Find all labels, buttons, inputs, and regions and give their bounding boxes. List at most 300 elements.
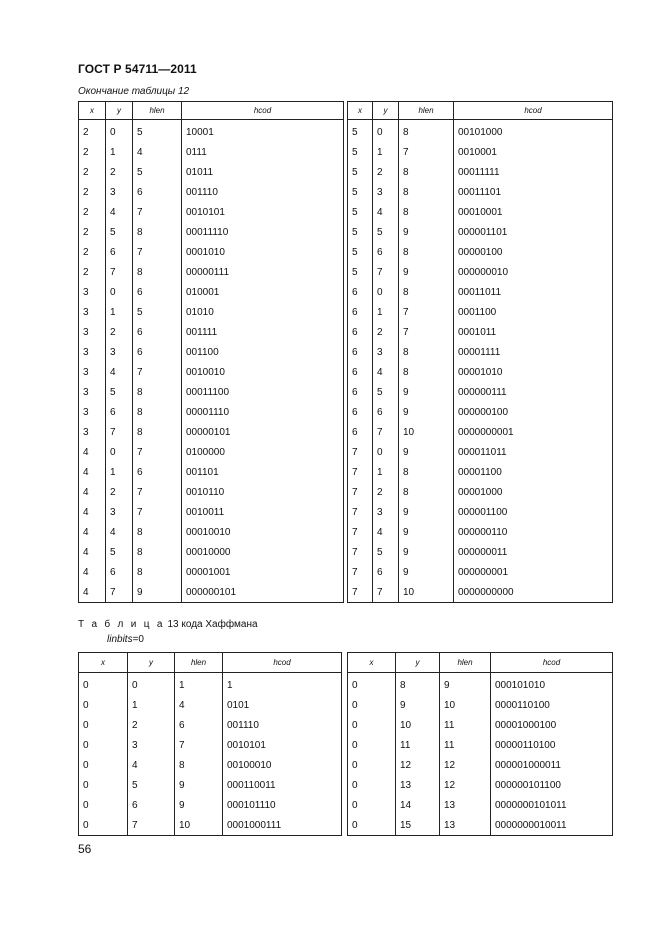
cell-hlen: 8: [399, 282, 454, 302]
cell-hlen: 8: [399, 182, 454, 202]
cell-hcod: 0100000: [182, 442, 344, 462]
cell-x: 0: [79, 715, 128, 735]
cell-hlen: 9: [399, 222, 454, 242]
table-row: [348, 242, 613, 262]
cell-hcod: 00001111: [454, 342, 613, 362]
page-header: ГОСТ Р 54711—2011: [78, 62, 197, 76]
table-row: [348, 222, 613, 242]
cell-y: 5: [106, 382, 133, 402]
table-row: [79, 442, 344, 462]
cell-x: 0: [79, 775, 128, 795]
cell-hlen: 9: [175, 795, 223, 815]
table-row: [79, 735, 342, 755]
table-row: [79, 182, 344, 202]
cell-hcod: 00011100: [182, 382, 344, 402]
cell-y: 6: [106, 562, 133, 582]
cell-y: 1: [128, 695, 175, 715]
cell-y: 3: [106, 502, 133, 522]
cell-hcod: 00000101: [182, 422, 344, 442]
cell-hcod: 00011101: [454, 182, 613, 202]
table-row: [348, 522, 613, 542]
table-row: [79, 402, 344, 422]
cell-x: 6: [348, 422, 373, 442]
cell-hlen: 8: [399, 362, 454, 382]
cell-y: 0: [106, 442, 133, 462]
cell-x: 6: [348, 282, 373, 302]
cell-x: 5: [348, 222, 373, 242]
cell-x: 0: [348, 815, 396, 836]
cell-y: 15: [396, 815, 440, 836]
cell-x: 3: [79, 422, 106, 442]
cell-x: 5: [348, 242, 373, 262]
cell-hcod: 0000000010011: [491, 815, 613, 836]
cell-hcod: 00001001: [182, 562, 344, 582]
cell-y: 1: [373, 462, 399, 482]
cell-hcod: 0000000101011: [491, 795, 613, 815]
cell-x: 6: [348, 402, 373, 422]
table-row: [348, 673, 613, 696]
table13-right: [347, 652, 613, 836]
cell-hlen: 8: [133, 222, 182, 242]
cell-hcod: 000101110: [223, 795, 342, 815]
table-row: [348, 755, 613, 775]
cell-y: 6: [373, 562, 399, 582]
cell-hcod: 00000111: [182, 262, 344, 282]
column-header-hlen: hlen: [399, 102, 454, 120]
cell-y: 4: [128, 755, 175, 775]
cell-hlen: 8: [133, 542, 182, 562]
cell-y: 4: [106, 522, 133, 542]
cell-hcod: 001111: [182, 322, 344, 342]
table12-left: [78, 101, 344, 603]
cell-y: 13: [396, 775, 440, 795]
cell-hlen: 5: [133, 302, 182, 322]
table-row: [348, 120, 613, 143]
table-row: [79, 222, 344, 242]
cell-y: 6: [106, 402, 133, 422]
cell-hlen: 10: [399, 422, 454, 442]
cell-hlen: 9: [175, 775, 223, 795]
table-row: [348, 582, 613, 603]
cell-hlen: 13: [440, 795, 491, 815]
cell-hcod: 0010001: [454, 142, 613, 162]
table-row: [79, 775, 342, 795]
cell-hlen: 6: [133, 322, 182, 342]
cell-hlen: 7: [133, 202, 182, 222]
cell-y: 2: [106, 322, 133, 342]
table-row: [348, 322, 613, 342]
cell-hcod: 0001010: [182, 242, 344, 262]
cell-y: 5: [373, 542, 399, 562]
cell-hlen: 8: [399, 162, 454, 182]
cell-x: 5: [348, 262, 373, 282]
cell-x: 2: [79, 222, 106, 242]
table-row: [79, 262, 344, 282]
cell-x: 3: [79, 302, 106, 322]
cell-y: 6: [106, 242, 133, 262]
cell-hlen: 6: [133, 462, 182, 482]
cell-hlen: 7: [133, 482, 182, 502]
column-header-hcod: hcod: [454, 102, 613, 120]
cell-y: 0: [373, 442, 399, 462]
cell-hcod: 10001: [182, 120, 344, 143]
cell-y: 2: [106, 482, 133, 502]
table-row: [348, 382, 613, 402]
table-row: [79, 542, 344, 562]
cell-x: 5: [348, 182, 373, 202]
cell-y: 2: [373, 322, 399, 342]
cell-hcod: 0101: [223, 695, 342, 715]
cell-hcod: 000000100: [454, 402, 613, 422]
table-row: [348, 182, 613, 202]
cell-hlen: 13: [440, 815, 491, 836]
cell-y: 7: [106, 262, 133, 282]
cell-hlen: 11: [440, 735, 491, 755]
cell-hcod: 010001: [182, 282, 344, 302]
cell-hcod: 001100: [182, 342, 344, 362]
table-row: [348, 362, 613, 382]
cell-hcod: 00100010: [223, 755, 342, 775]
cell-x: 0: [79, 735, 128, 755]
table-row: [79, 362, 344, 382]
cell-x: 7: [348, 542, 373, 562]
cell-y: 8: [396, 673, 440, 696]
cell-x: 7: [348, 442, 373, 462]
cell-y: 7: [106, 582, 133, 603]
cell-y: 3: [373, 502, 399, 522]
table-row: [348, 142, 613, 162]
table-row: [79, 582, 344, 603]
cell-y: 7: [373, 262, 399, 282]
cell-hcod: 000000110: [454, 522, 613, 542]
cell-y: 6: [373, 402, 399, 422]
cell-hlen: 8: [399, 462, 454, 482]
table-row: [348, 402, 613, 422]
cell-hcod: 00001000100: [491, 715, 613, 735]
cell-hcod: 000101010: [491, 673, 613, 696]
cell-y: 0: [106, 282, 133, 302]
cell-y: 1: [106, 142, 133, 162]
cell-hlen: 7: [133, 502, 182, 522]
cell-y: 4: [106, 362, 133, 382]
cell-x: 0: [348, 755, 396, 775]
cell-x: 6: [348, 322, 373, 342]
cell-hlen: 9: [399, 542, 454, 562]
cell-hlen: 1: [175, 673, 223, 696]
table-row: [348, 482, 613, 502]
table-row: [79, 795, 342, 815]
cell-y: 4: [373, 522, 399, 542]
table-row: [79, 242, 344, 262]
cell-hlen: 8: [133, 422, 182, 442]
cell-x: 0: [348, 695, 396, 715]
cell-y: 6: [373, 242, 399, 262]
cell-hlen: 6: [175, 715, 223, 735]
table-row: [348, 342, 613, 362]
cell-hlen: 8: [133, 562, 182, 582]
cell-hlen: 9: [399, 382, 454, 402]
cell-x: 4: [79, 542, 106, 562]
table-row: [348, 715, 613, 735]
table-row: [79, 715, 342, 735]
cell-hlen: 8: [133, 522, 182, 542]
table-row: [79, 322, 344, 342]
cell-y: 2: [106, 162, 133, 182]
cell-hcod: 000000001: [454, 562, 613, 582]
cell-hlen: 5: [133, 162, 182, 182]
cell-x: 0: [79, 815, 128, 836]
table-row: [348, 795, 613, 815]
cell-y: 3: [373, 182, 399, 202]
cell-x: 2: [79, 182, 106, 202]
page-number: 56: [78, 842, 92, 856]
table-row: [79, 815, 342, 836]
cell-y: 3: [373, 342, 399, 362]
table-row: [79, 382, 344, 402]
cell-hlen: 7: [399, 322, 454, 342]
table-row: [79, 522, 344, 542]
column-header-y: y: [128, 653, 175, 673]
table-row: [348, 162, 613, 182]
cell-hlen: 6: [133, 342, 182, 362]
column-header-hlen: hlen: [133, 102, 182, 120]
cell-hcod: 000000101: [182, 582, 344, 603]
cell-hlen: 6: [133, 282, 182, 302]
cell-y: 4: [373, 202, 399, 222]
cell-x: 4: [79, 482, 106, 502]
header-row: [79, 653, 342, 673]
cell-hcod: 00000100: [454, 242, 613, 262]
cell-y: 1: [373, 142, 399, 162]
cell-x: 0: [348, 715, 396, 735]
cell-y: 1: [373, 302, 399, 322]
cell-hcod: 00101000: [454, 120, 613, 143]
table-row: [79, 502, 344, 522]
table-row: [79, 202, 344, 222]
cell-x: 3: [79, 382, 106, 402]
cell-hcod: 0010011: [182, 502, 344, 522]
cell-hcod: 0010101: [223, 735, 342, 755]
cell-hcod: 001101: [182, 462, 344, 482]
table12-right: [347, 101, 613, 603]
linbits-note: [107, 634, 144, 645]
cell-hcod: 1: [223, 673, 342, 696]
cell-hlen: 11: [440, 715, 491, 735]
cell-x: 3: [79, 282, 106, 302]
table-row: [79, 755, 342, 775]
linbits-label: linbits: [107, 634, 133, 645]
table-row: [79, 673, 342, 696]
header-row: [348, 653, 613, 673]
table-row: [348, 442, 613, 462]
cell-hcod: 000011011: [454, 442, 613, 462]
cell-hlen: 6: [133, 182, 182, 202]
cell-y: 7: [128, 815, 175, 836]
table13-left: [78, 652, 342, 836]
linbits-value: =0: [132, 634, 144, 645]
table-row: [348, 695, 613, 715]
cell-hlen: 7: [175, 735, 223, 755]
cell-hcod: 0000000000: [454, 582, 613, 603]
cell-x: 5: [348, 202, 373, 222]
cell-hlen: 4: [133, 142, 182, 162]
cell-x: 3: [79, 402, 106, 422]
cell-hlen: 8: [133, 382, 182, 402]
table-row: [348, 462, 613, 482]
cell-hcod: 0001000111: [223, 815, 342, 836]
cell-x: 0: [79, 755, 128, 775]
cell-hcod: 0010110: [182, 482, 344, 502]
cell-hcod: 0001100: [454, 302, 613, 322]
cell-hcod: 00010000: [182, 542, 344, 562]
cell-hcod: 01010: [182, 302, 344, 322]
cell-hcod: 00001000: [454, 482, 613, 502]
cell-hcod: 00011011: [454, 282, 613, 302]
table-row: [348, 815, 613, 836]
column-header-x: x: [79, 102, 106, 120]
cell-hcod: 00011110: [182, 222, 344, 242]
cell-hcod: 00011111: [454, 162, 613, 182]
cell-y: 4: [106, 202, 133, 222]
cell-hlen: 9: [399, 402, 454, 422]
cell-hlen: 9: [399, 522, 454, 542]
cell-x: 3: [79, 342, 106, 362]
cell-y: 5: [128, 775, 175, 795]
cell-x: 0: [79, 795, 128, 815]
cell-x: 4: [79, 442, 106, 462]
cell-hcod: 000000011: [454, 542, 613, 562]
cell-x: 0: [348, 775, 396, 795]
cell-x: 2: [79, 142, 106, 162]
cell-y: 1: [106, 462, 133, 482]
cell-y: 2: [373, 482, 399, 502]
table-row: [348, 542, 613, 562]
cell-x: 7: [348, 462, 373, 482]
cell-hlen: 9: [133, 582, 182, 603]
cell-x: 7: [348, 502, 373, 522]
cell-hcod: 000001100: [454, 502, 613, 522]
cell-x: 7: [348, 582, 373, 603]
table13-title: 13 кода Хаффмана: [164, 619, 258, 630]
column-header-hlen: hlen: [440, 653, 491, 673]
cell-hlen: 9: [399, 502, 454, 522]
cell-hcod: 001110: [182, 182, 344, 202]
cell-y: 9: [396, 695, 440, 715]
cell-hlen: 10: [175, 815, 223, 836]
cell-y: 0: [373, 120, 399, 143]
cell-x: 0: [348, 673, 396, 696]
cell-x: 4: [79, 582, 106, 603]
table-row: [79, 342, 344, 362]
cell-hcod: 0001011: [454, 322, 613, 342]
cell-hlen: 9: [399, 562, 454, 582]
cell-y: 5: [373, 222, 399, 242]
table-row: [79, 120, 344, 143]
table-row: [79, 142, 344, 162]
cell-y: 5: [373, 382, 399, 402]
cell-x: 7: [348, 522, 373, 542]
cell-y: 3: [106, 342, 133, 362]
cell-x: 0: [348, 795, 396, 815]
header-row: [79, 102, 344, 120]
cell-hlen: 7: [399, 302, 454, 322]
cell-hcod: 000000111: [454, 382, 613, 402]
cell-x: 4: [79, 462, 106, 482]
header-row: [348, 102, 613, 120]
cell-y: 6: [128, 795, 175, 815]
column-header-x: x: [79, 653, 128, 673]
table-row: [79, 282, 344, 302]
cell-hlen: 7: [133, 442, 182, 462]
cell-y: 14: [396, 795, 440, 815]
cell-x: 2: [79, 242, 106, 262]
cell-x: 7: [348, 562, 373, 582]
cell-hlen: 12: [440, 775, 491, 795]
cell-y: 0: [106, 120, 133, 143]
cell-y: 11: [396, 735, 440, 755]
column-header-y: y: [373, 102, 399, 120]
cell-hlen: 5: [133, 120, 182, 143]
cell-hlen: 10: [440, 695, 491, 715]
cell-y: 2: [128, 715, 175, 735]
table-row: [348, 302, 613, 322]
cell-x: 0: [348, 735, 396, 755]
cell-x: 0: [79, 673, 128, 696]
cell-hcod: 00001110: [182, 402, 344, 422]
column-header-y: y: [106, 102, 133, 120]
cell-x: 2: [79, 202, 106, 222]
cell-hlen: 8: [399, 342, 454, 362]
cell-hlen: 4: [175, 695, 223, 715]
cell-x: 2: [79, 162, 106, 182]
cell-x: 4: [79, 562, 106, 582]
cell-x: 2: [79, 262, 106, 282]
cell-hcod: 0111: [182, 142, 344, 162]
table-row: [348, 262, 613, 282]
cell-y: 10: [396, 715, 440, 735]
column-header-y: y: [396, 653, 440, 673]
column-header-hcod: hcod: [182, 102, 344, 120]
column-header-hcod: hcod: [491, 653, 613, 673]
table13-caption: [78, 619, 258, 630]
table-row: [348, 282, 613, 302]
cell-hcod: 00001010: [454, 362, 613, 382]
cell-hlen: 9: [399, 262, 454, 282]
column-header-hlen: hlen: [175, 653, 223, 673]
cell-y: 5: [106, 542, 133, 562]
cell-hcod: 000001000011: [491, 755, 613, 775]
cell-hlen: 8: [133, 262, 182, 282]
table-label: Т а б л и ц а: [78, 619, 165, 630]
cell-x: 5: [348, 120, 373, 143]
cell-y: 12: [396, 755, 440, 775]
cell-x: 7: [348, 482, 373, 502]
cell-hcod: 000110011: [223, 775, 342, 795]
cell-hcod: 000000010: [454, 262, 613, 282]
cell-hcod: 0010101: [182, 202, 344, 222]
table12-continuation-caption: Окончание таблицы 12: [78, 86, 190, 97]
table-row: [79, 162, 344, 182]
cell-x: 5: [348, 142, 373, 162]
cell-x: 3: [79, 362, 106, 382]
table-row: [348, 775, 613, 795]
table-row: [79, 562, 344, 582]
cell-hlen: 9: [440, 673, 491, 696]
cell-y: 3: [106, 182, 133, 202]
column-header-x: x: [348, 653, 396, 673]
cell-hlen: 8: [133, 402, 182, 422]
cell-hlen: 8: [399, 120, 454, 143]
